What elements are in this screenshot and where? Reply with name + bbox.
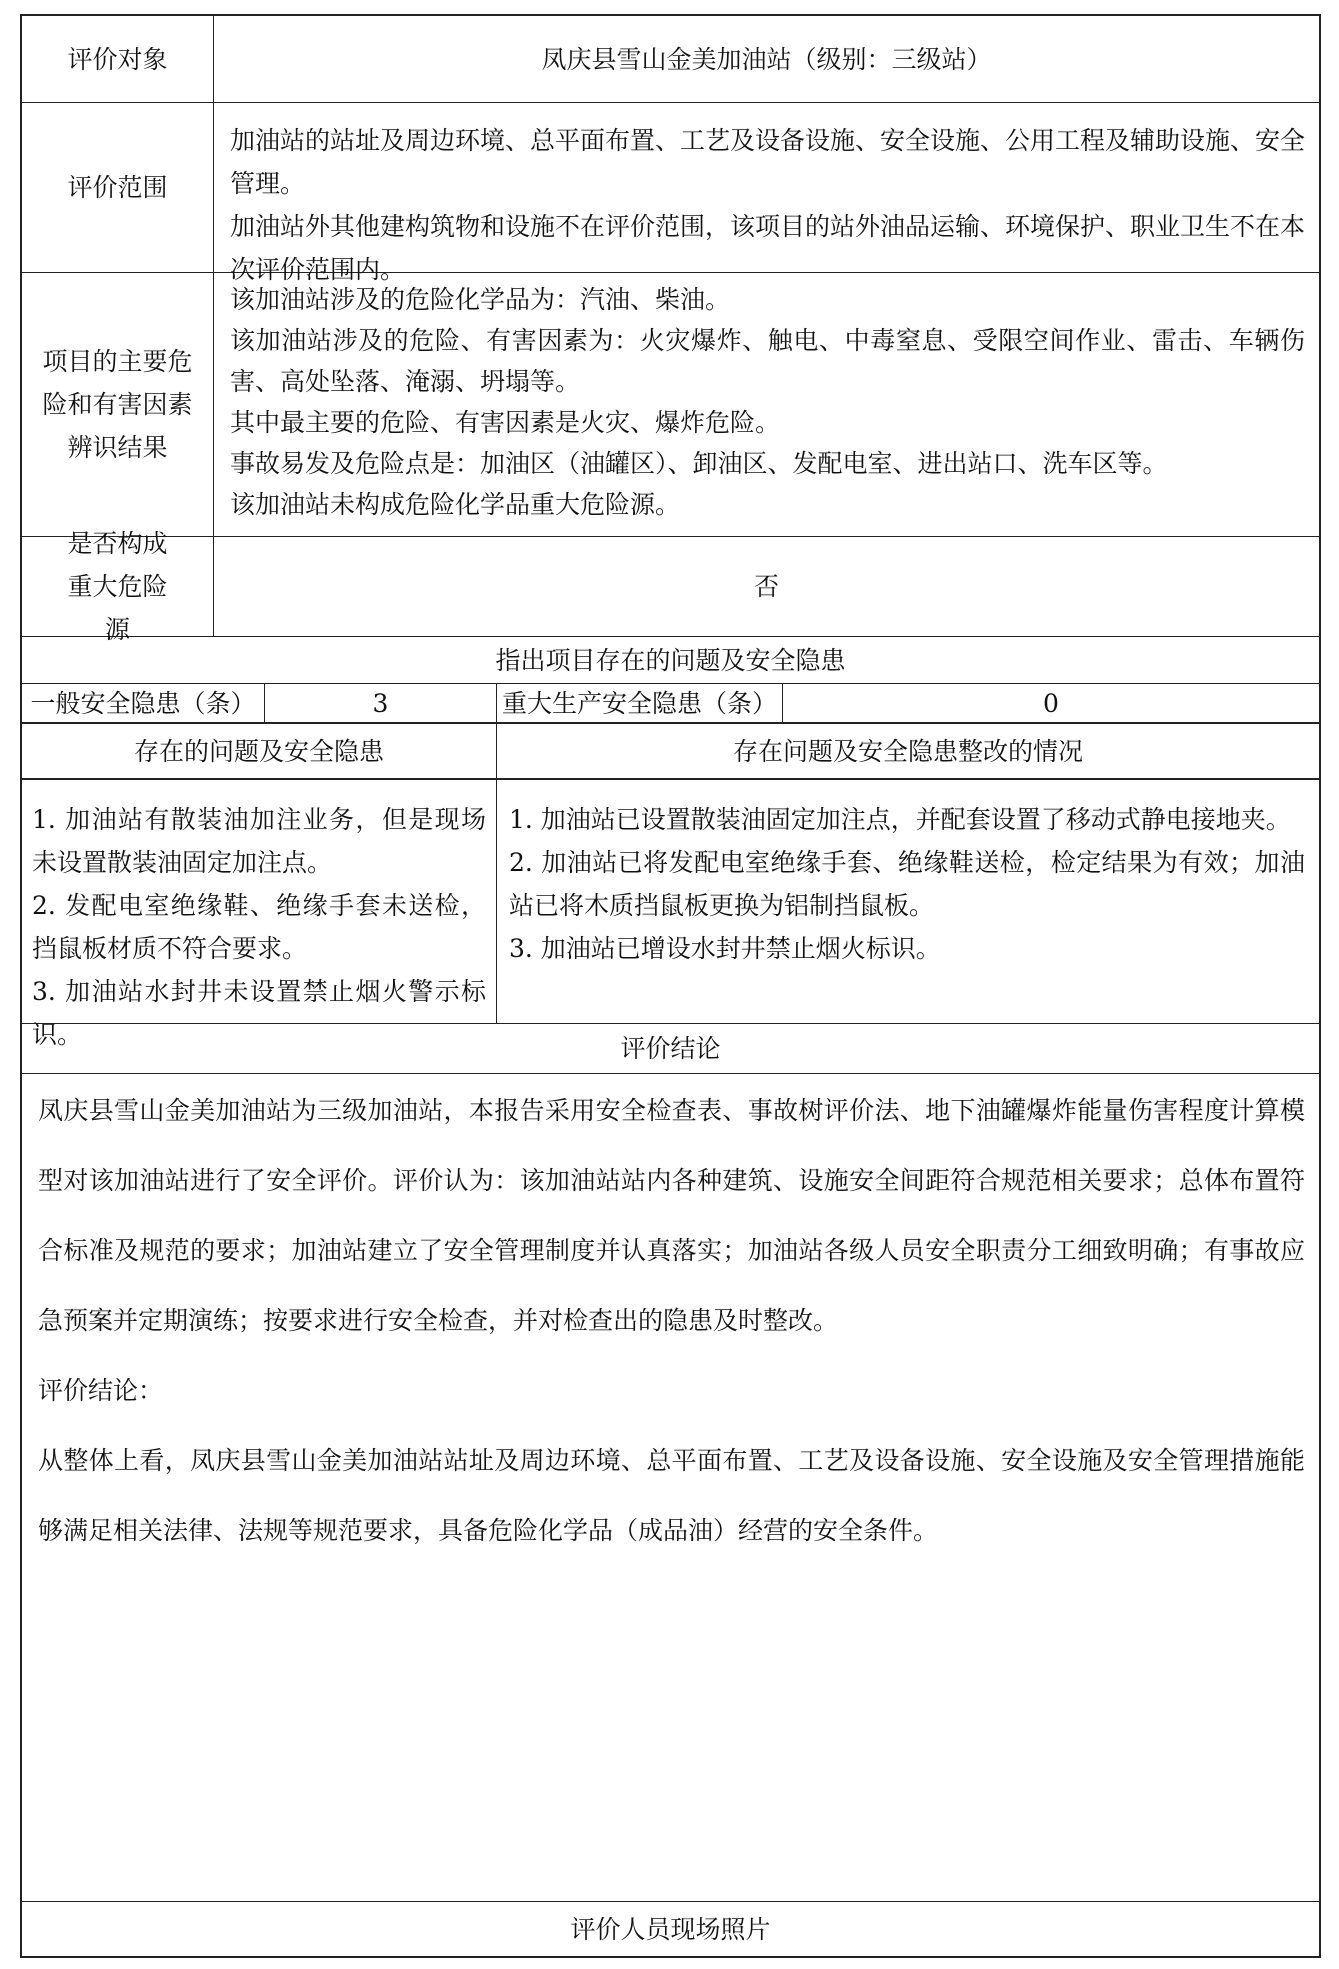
row-counts — [22, 684, 1319, 724]
major-count-value: 0 — [1043, 688, 1059, 718]
rectification-list — [497, 780, 1319, 1023]
hazards-content — [214, 273, 1319, 536]
problem-item: 2. 发配电室绝缘鞋、绝缘手套未送检，挡鼠板材质不符合要求。 — [32, 891, 486, 963]
object-label: 评价对象 — [22, 16, 214, 102]
hazards-paragraph: 事故易发及危险点是：加油区（油罐区）、卸油区、发配电室、进出站口、洗车区等。 — [230, 449, 1168, 478]
major-count-label: 重大生产安全隐患（条） — [497, 684, 783, 722]
conclusion-content — [22, 1074, 1319, 1902]
problems-header: 存在的问题及安全隐患 — [22, 724, 497, 778]
scope-paragraph: 加油站外其他建构筑物和设施不在评价范围，该项目的站外油品运输、环境保护、职业卫生不在本次评价范围内。 — [230, 212, 1306, 284]
conclusion-header: 评价结论 — [22, 1024, 1319, 1074]
rectification-header: 存在问题及安全隐患整改的情况 — [732, 736, 1083, 766]
problem-item: 1. 加油站有散装油加注业务，但是现场未设置散装油固定加注点。 — [32, 805, 486, 877]
rectification-item: 1. 加油站已设置散装油固定加注点，并配套设置了移动式静电接地夹。 — [509, 805, 1291, 834]
rectification-item: 2. 加油站已将发配电室绝缘手套、绝缘鞋送检，检定结果为有效；加油站已将木质挡鼠板更换为铝制挡鼠板。 — [509, 848, 1305, 920]
scope-content — [214, 103, 1319, 284]
hazards-paragraph: 其中最主要的危险、有害因素是火灾、爆炸危险。 — [230, 408, 781, 437]
problem-item: 3. 加油站水封井未设置禁止烟火警示标识。 — [32, 977, 486, 1049]
scope-label: 评价范围 — [22, 103, 214, 272]
photos-header: 评价人员现场照片 — [570, 1914, 771, 1944]
general-count-label: 一般安全隐患（条） — [22, 684, 265, 722]
hazards-paragraph: 该加油站未构成危险化学品重大危险源。 — [230, 490, 681, 519]
problems-list — [22, 780, 497, 1049]
major-hazard-label: 是否构成重大危险源 — [22, 537, 214, 636]
object-value: 凤庆县雪山金美加油站（级别：三级站） — [541, 44, 992, 74]
row-issues-headers — [22, 724, 1319, 780]
conclusion-label: 评价结论： — [38, 1376, 164, 1405]
hazards-label: 项目的主要危险和有害因素辨识结果 — [22, 273, 214, 536]
scope-paragraph: 加油站的站址及周边环境、总平面布置、工艺及设备设施、安全设施、公用工程及辅助设施、安全管理。 — [230, 126, 1306, 198]
major-hazard-value: 否 — [753, 572, 779, 601]
conclusion-paragraph: 凤庆县雪山金美加油站为三级加油站，本报告采用安全检查表、事故树评价法、地下油罐爆炸能量伤害程度计算模型对该加油站进行了安全评价。评价认为：该加油站站内各种建筑、设施安全间距符合规范相关要求；总体布置符合标准及规范的要求；加油站建立了安全管理制度并认真落实；加油站各级人员安全职责分工细致明确；有事故应急预案并定期演练；按要求进行安全检查，并对检查出的隐患及时整改。 — [38, 1096, 1305, 1335]
hazards-paragraph: 该加油站涉及的危险化学品为：汽油、柴油。 — [230, 285, 731, 314]
row-scope — [22, 103, 1319, 284]
row-object — [22, 16, 1319, 103]
general-count-value: 3 — [265, 684, 497, 722]
issues-header: 指出项目存在的问题及安全隐患 — [22, 637, 1319, 684]
rectification-item: 3. 加油站已增设水封井禁止烟火标识。 — [509, 934, 941, 963]
conclusion-paragraph: 从整体上看，凤庆县雪山金美加油站站址及周边环境、总平面布置、工艺及设备设施、安全设施及安全管理措施能够满足相关法律、法规等规范要求，具备危险化学品（成品油）经营的安全条件。 — [38, 1446, 1305, 1545]
row-hazards — [22, 273, 1319, 537]
row-major-hazard — [22, 529, 1319, 644]
evaluation-table — [20, 14, 1321, 1958]
hazards-paragraph: 该加油站涉及的危险、有害因素为：火灾爆炸、触电、中毒窒息、受限空间作业、雷击、车辆伤害、高处坠落、淹溺、坍塌等。 — [230, 326, 1305, 396]
